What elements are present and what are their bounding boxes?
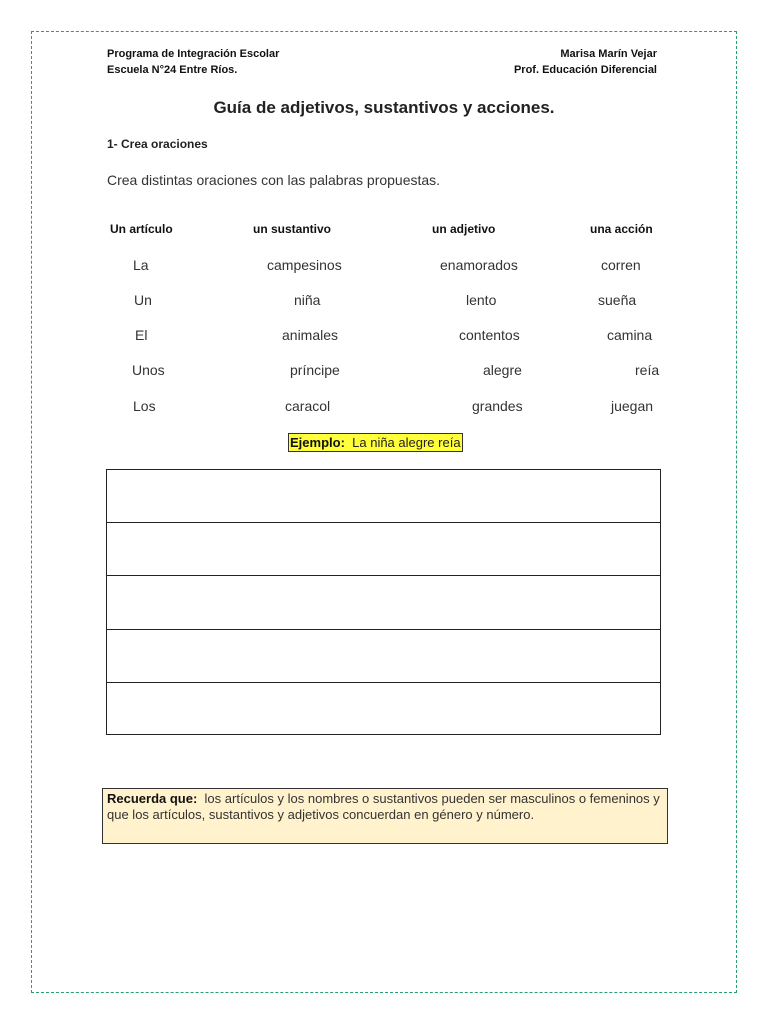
teacher-role: Prof. Educación Diferencial bbox=[513, 64, 657, 76]
header-adjetivo: un adjetivo bbox=[432, 222, 496, 236]
instruction-text: Crea distintas oraciones con las palabras propuestas. bbox=[107, 172, 441, 188]
header-sustantivo: un sustantivo bbox=[253, 222, 332, 236]
word-adjetivo: lento bbox=[466, 292, 497, 308]
word-accion: juegan bbox=[611, 398, 654, 414]
word-articulo: El bbox=[135, 327, 148, 343]
answer-row-divider bbox=[107, 682, 660, 683]
reminder-note bbox=[102, 788, 668, 844]
word-articulo: Unos bbox=[132, 362, 165, 378]
reminder-label: Recuerda que: bbox=[107, 791, 198, 806]
word-sustantivo: campesinos bbox=[267, 257, 342, 273]
word-adjetivo: grandes bbox=[472, 398, 523, 414]
section-heading: 1- Crea oraciones bbox=[107, 137, 208, 151]
word-adjetivo: enamorados bbox=[440, 257, 518, 273]
word-articulo: Los bbox=[133, 398, 156, 414]
word-accion: camina bbox=[607, 327, 653, 343]
answer-row-divider bbox=[107, 575, 660, 576]
word-articulo: Un bbox=[134, 292, 152, 308]
reminder-text: los artículos y los nombres o sustantivos pueden ser masculinos o femeninos y que los artículos, sustantivos y adjetivos concuerdan en género y número. bbox=[107, 791, 660, 822]
word-adjetivo: contentos bbox=[459, 327, 520, 343]
header-articulo: Un artículo bbox=[110, 222, 173, 236]
example-box bbox=[288, 433, 463, 452]
word-sustantivo: animales bbox=[282, 327, 339, 343]
school-header bbox=[107, 46, 279, 78]
teacher-header bbox=[514, 46, 657, 78]
word-adjetivo: alegre bbox=[483, 362, 522, 378]
program-name: Programa de Integración Escolar bbox=[107, 48, 280, 60]
word-sustantivo: niña bbox=[294, 292, 321, 308]
word-articulo: La bbox=[133, 257, 149, 273]
word-accion: reía bbox=[635, 362, 660, 378]
word-accion: sueña bbox=[598, 292, 637, 308]
school-name: Escuela N°24 Entre Ríos. bbox=[107, 64, 238, 76]
word-sustantivo: príncipe bbox=[290, 362, 340, 378]
header-accion: una acción bbox=[590, 222, 653, 236]
word-sustantivo: caracol bbox=[285, 398, 331, 414]
worksheet-title: Guía de adjetivos, sustantivos y acciones. bbox=[213, 98, 555, 117]
answer-row-divider bbox=[107, 522, 660, 523]
example-sentence: La niña alegre reía bbox=[352, 435, 461, 450]
teacher-name: Marisa Marín Vejar bbox=[560, 48, 657, 60]
example-label: Ejemplo: bbox=[290, 435, 345, 450]
word-accion: corren bbox=[601, 257, 641, 273]
answer-row-divider bbox=[107, 629, 660, 630]
answer-box bbox=[106, 469, 661, 735]
